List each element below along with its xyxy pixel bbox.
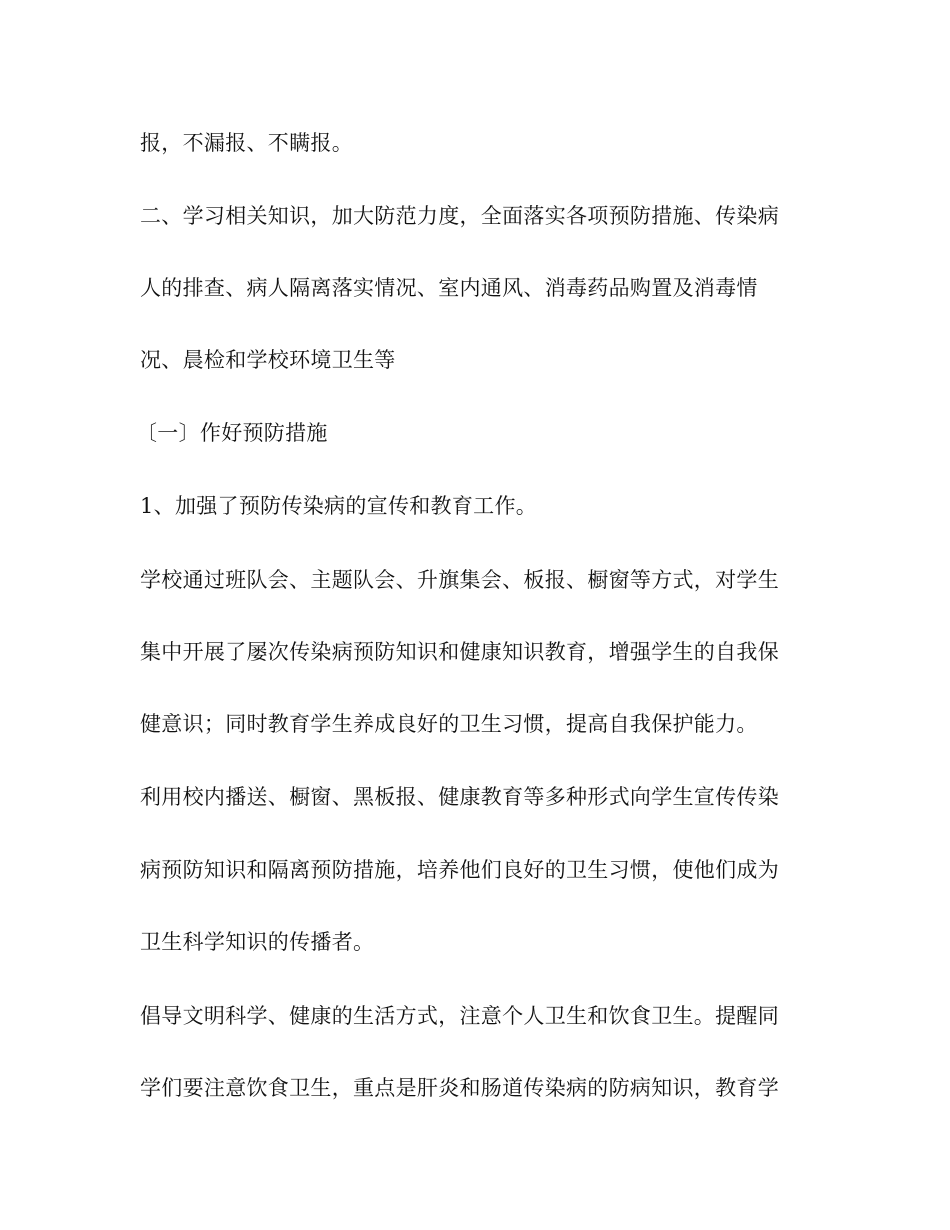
text-line: 1、加强了预防传染病的宣传和教育工作。	[140, 494, 538, 518]
text-line: 报，不漏报、不瞒报。	[140, 131, 353, 155]
text-line: 病预防知识和隔离预防措施，培养他们良好的卫生习惯，使他们成为	[140, 858, 779, 882]
text-line: 卫生科学知识的传播者。	[140, 930, 375, 954]
text-line: 学校通过班队会、主题队会、升旗集会、板报、橱窗等方式，对学生	[140, 568, 779, 592]
text-line: 倡导文明科学、健康的生活方式，注意个人卫生和饮食卫生。提醒同	[140, 1004, 779, 1028]
text-line: 健意识；同时教育学生养成良好的卫生习惯，提高自我保护能力。	[140, 712, 758, 736]
text-line: 况、晨检和学校环境卫生等	[140, 348, 396, 372]
text-line: 集中开展了屡次传染病预防知识和健康知识教育，增强学生的自我保	[140, 640, 779, 664]
text-line: 利用校内播送、橱窗、黑板报、健康教育等多种形式向学生宣传传染	[140, 785, 779, 809]
text-line: 人的排查、病人隔离落实情况、室内通风、消毒药品购置及消毒情	[140, 276, 758, 300]
section-heading: 〔一〕作好预防措施	[136, 421, 328, 445]
text-line: 二、学习相关知识，加大防范力度，全面落实各项预防措施、传染病	[140, 204, 779, 228]
text-line: 学们要注意饮食卫生，重点是肝炎和肠道传染病的防病知识，教育学	[140, 1076, 779, 1100]
